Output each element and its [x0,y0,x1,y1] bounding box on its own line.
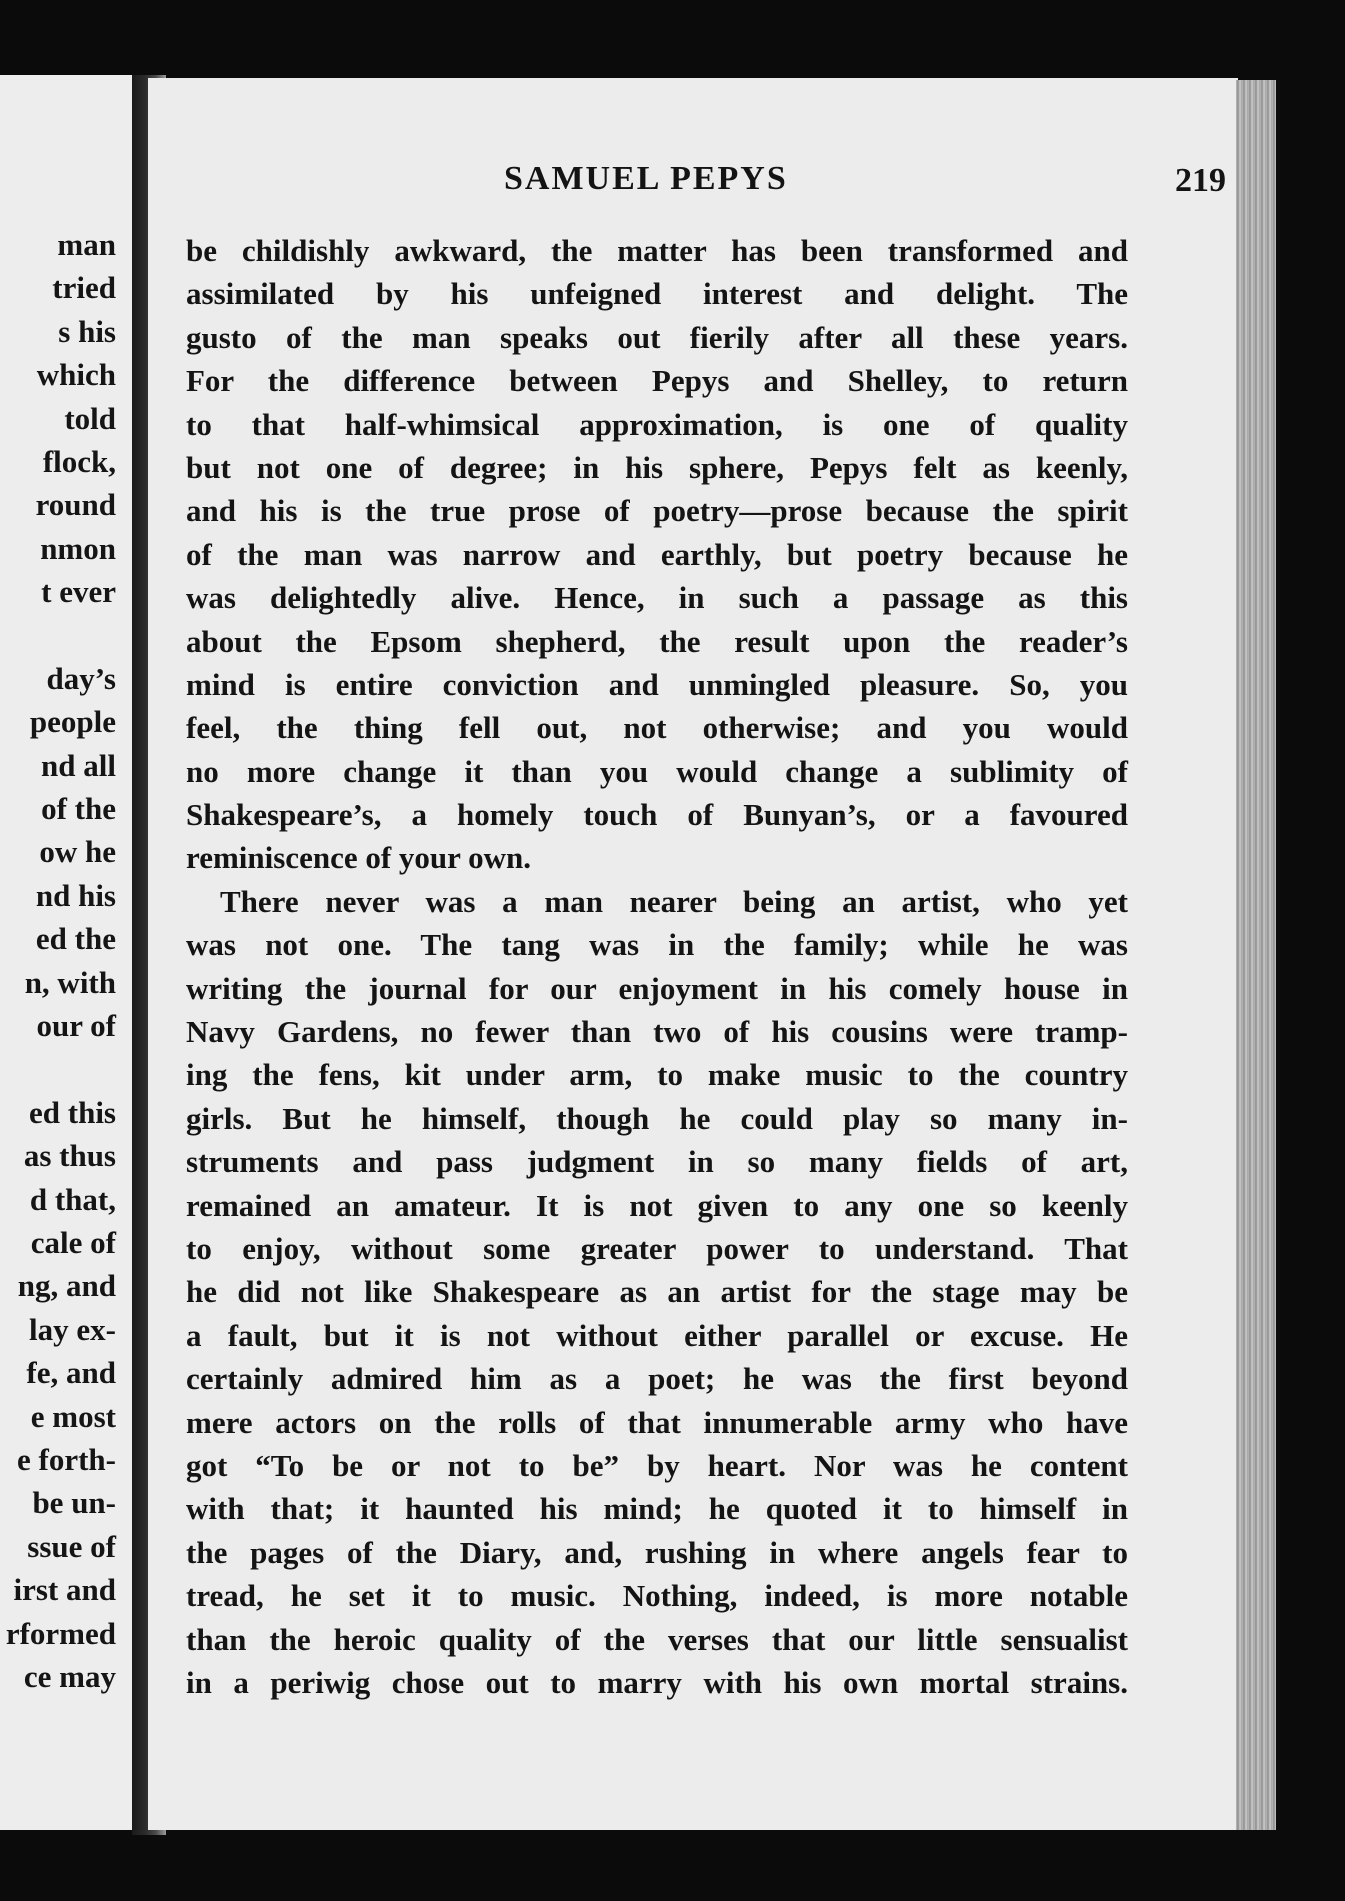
previous-page-fragment [0,75,132,1830]
text-line: no more change it than you would change a sublimity of [186,753,1128,789]
text-line: gusto of the man speaks out fierily after all these years. [186,319,1128,355]
left-line: nd all [41,747,116,783]
page-number: 219 [1175,162,1226,199]
running-title: SAMUEL PEPYS [504,160,788,197]
running-head [148,160,1238,208]
text-line: assimilated by his unfeigned interest and delight. The [186,276,1128,312]
text-line: writing the journal for our enjoyment in his comely house in [186,970,1128,1006]
left-line: day’s [46,660,116,696]
left-line: flock, [42,443,116,479]
body-text [186,229,1128,1704]
left-line: ed this [29,1094,116,1130]
text-line: mere actors on the rolls of that innumerable army who have [186,1404,1128,1440]
text-line: of the man was narrow and earthly, but poetry because he [186,536,1128,572]
paragraph-1 [186,229,1128,880]
text-line: Navy Gardens, no fewer than two of his cousins were tramp- [186,1014,1128,1050]
left-line: fe, and [26,1355,116,1391]
text-line: than the heroic quality of the verses that our little sensualist [186,1621,1128,1657]
text-line: mind is entire conviction and unmingled pleasure. So, you [186,666,1128,702]
text-line: about the Epsom shepherd, the result upon the reader’s [186,623,1128,659]
left-line: rformed [5,1615,116,1651]
text-line: was delightedly alive. Hence, in such a passage as this [186,580,1128,616]
left-line: t ever [41,574,116,610]
text-line: There never was a man nearer being an artist, who yet [220,883,1128,919]
paragraph-gap [0,1047,116,1090]
paragraph-2 [186,880,1128,1704]
text-line: be childishly awkward, the matter has been transformed and [186,233,1128,268]
left-line: ssue of [27,1528,116,1564]
left-line: round [35,487,116,523]
text-line: but not one of degree; in his sphere, Pepys felt as keenly, [186,449,1128,485]
left-line: lay ex- [29,1311,116,1347]
text-line: tread, he set it to music. Nothing, indeed, is more notable [186,1578,1128,1614]
left-line: which [36,357,116,393]
left-line: n, with [24,964,116,1000]
text-line: with that; it haunted his mind; he quoted it to himself in [186,1491,1128,1527]
text-line: he did not like Shakespeare as an artist for the stage may be [186,1274,1128,1310]
text-line: the pages of the Diary, and, rushing in where angels fear to [186,1534,1128,1570]
left-line: be un- [32,1485,116,1521]
text-line: in a periwig chose out to marry with his own mortal strains. [186,1664,1128,1700]
text-line: For the difference between Pepys and Shelley, to return [186,363,1128,399]
text-line: feel, the thing fell out, not otherwise; and you would [186,710,1128,746]
left-line: irst and [13,1572,116,1608]
left-line: ng, and [17,1268,116,1304]
left-line: man [57,227,116,262]
left-line: ed the [35,921,116,957]
text-line: to that half-whimsical approximation, is one of quality [186,406,1128,442]
left-line: nd his [35,877,116,913]
left-line: e most [30,1398,116,1434]
previous-page-text [0,223,116,1698]
text-line: and his is the true prose of poetry—prose because the spirit [186,493,1128,529]
text-line: to enjoy, without some greater power to understand. That [186,1230,1128,1266]
page-edges [1236,80,1276,1830]
left-line: our of [36,1008,116,1044]
left-line: s his [58,313,116,349]
left-line: ow he [39,834,116,870]
left-line: cale of [30,1224,116,1260]
left-line: ce may [23,1658,116,1694]
left-line: told [64,400,116,436]
left-line: e forth- [17,1441,116,1477]
left-line: of the [41,791,116,827]
left-line: as thus [23,1138,116,1174]
text-line: a fault, but it is not without either parallel or excuse. He [186,1317,1128,1353]
text-line: reminiscence of your own. [186,840,531,876]
left-line: people [29,704,116,740]
text-line: remained an amateur. It is not given to any one so keenly [186,1187,1128,1223]
text-line: ing the fens, kit under arm, to make music to the country [186,1057,1128,1093]
left-line: d that, [29,1181,116,1217]
left-line: tried [52,270,116,306]
text-line: girls. But he himself, though he could play so many in- [186,1100,1128,1136]
left-line: nmon [40,530,116,566]
text-line: was not one. The tang was in the family; while he was [186,927,1128,963]
text-line: Shakespeare’s, a homely touch of Bunyan’s, or a favoured [186,797,1128,833]
text-line: struments and pass judgment in so many fields of art, [186,1144,1128,1180]
text-line: certainly admired him as a poet; he was the first beyond [186,1361,1128,1397]
paragraph-gap [0,614,116,657]
text-line: got “To be or not to be” by heart. Nor was he content [186,1447,1128,1483]
